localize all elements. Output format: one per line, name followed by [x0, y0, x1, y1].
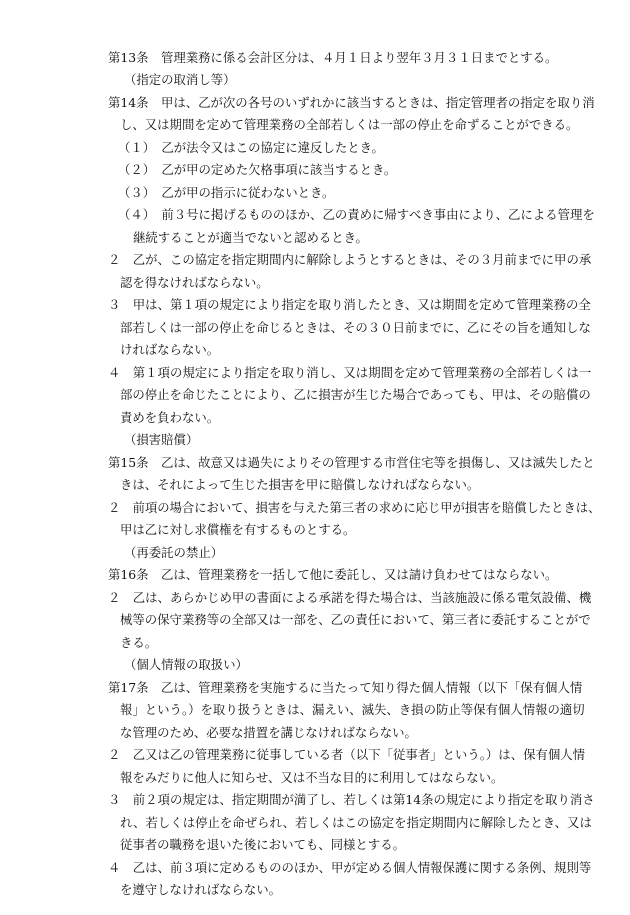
article-17-line-2: 報」という。）を取り扱うときは、漏えい、滅失、き損の防止等保有個人情報の適切 [120, 702, 585, 717]
article-15-line-1: 第15条 乙は、故意又は過失によりその管理する市営住宅等を損傷し、又は滅失したと [108, 455, 595, 470]
article-16-para-2-line-2: 械等の保守業務等の全部又は一部を、乙の責任において、第三者に委託することがで [120, 612, 591, 627]
article-17-para-3-line-2: れ、若しくは停止を命ぜられ、若しくはこの協定を指定期間内に解除したとき、又は [120, 815, 592, 830]
article-14-line-1: 第14条 甲は、乙が次の各号のいずれかに該当するときは、指定管理者の指定を取り消 [108, 95, 595, 110]
article-17-para-4-line-2: を遵守しなければならない。 [120, 882, 282, 897]
article-17-para-3-line-1: ３ 前２項の規定は、指定期間が満了し、若しくは第14条の規定により指定を取り消さ [108, 792, 595, 807]
article-15-para-2-line-2: 甲は乙に対し求償権を有するものとする。 [120, 522, 356, 537]
article-17-line-3: な管理のため、必要な措置を講じなければならない。 [120, 725, 417, 740]
article-14-item-2: （２） 乙が甲の定めた欠格事項に該当するとき。 [118, 162, 397, 177]
article-14-item-4-line-2: 継続することが適当でないと認めるとき。 [133, 230, 368, 245]
article-14-para-3-line-1: ３ 甲は、第１項の規定により指定を取り消したとき、又は期間を定めて管理業務の全 [108, 297, 591, 312]
article-17-para-3-line-3: 従事者の職務を退いた後においても、同様とする。 [120, 837, 405, 852]
article-17-para-4-line-1: ４ 乙は、前３項に定めるもののほか、甲が定める個人情報保護に関する条例、規則等 [108, 860, 592, 875]
article-16-para-2-line-3: きる。 [120, 635, 158, 650]
heading-damages: （損害賠償） [124, 432, 199, 447]
article-17-para-2-line-2: 報をみだりに他人に知らせ、又は不当な目的に利用してはならない。 [120, 770, 504, 785]
article-14-para-2-line-1: ２ 乙が、この協定を指定期間内に解除しようとするときは、その３月前までに甲の承 [108, 252, 592, 267]
article-14-para-4-line-1: ４ 第１項の規定により指定を取り消し、又は期間を定めて管理業務の全部若しくは一 [108, 365, 592, 380]
article-14-para-4-line-3: 責めを負わない。 [120, 410, 220, 425]
article-15-line-2: きは、それによって生じた損害を甲に賠償しなければならない。 [120, 477, 480, 492]
article-14-para-3-line-2: 部若しくは一部の停止を命じるときは、その３０日前までに、乙にその旨を通知しな [120, 320, 591, 335]
article-14-item-1: （１） 乙が法令又はこの協定に違反したとき。 [118, 140, 384, 155]
article-15-para-2-line-1: ２ 前項の場合において、損害を与えた第三者の求めに応じ甲が損害を賠償したときは、 [108, 500, 601, 515]
article-14-item-4-line-1: （４） 前３号に掲げるもののほか、乙の責めに帰すべき事由により、乙による管理を [118, 207, 595, 222]
article-14-para-2-line-2: 認を得なければならない。 [120, 275, 269, 290]
article-14-para-3-line-3: ければならない。 [120, 342, 220, 357]
article-17-para-2-line-1: ２ 乙又は乙の管理業務に従事している者（以下「従事者」という。）は、保有個人情 [108, 747, 586, 762]
article-16-para-2-line-1: ２ 乙は、あらかじめ甲の書面による承諾を得た場合は、当該施設に係る電気設備、機 [108, 590, 592, 605]
article-14-item-3: （３） 乙が甲の指示に従わないとき。 [118, 185, 335, 200]
heading-revocation: （指定の取消し等） [124, 72, 236, 87]
heading-subcontracting: （再委託の禁止） [124, 545, 224, 560]
article-14-para-4-line-2: 部の停止を命じたことにより、乙に損害が生じた場合であっても、甲は、その賠償の [120, 387, 591, 402]
article-17-line-1: 第17条 乙は、管理業務を実施するに当たって知り得た個人情報（以下「保有個人情 [108, 680, 583, 695]
article-13-line-1: 第13条 管理業務に係る会計区分は、４月１日より翌年３月３１日までとする。 [108, 50, 558, 65]
article-16-line-1: 第16条 乙は、管理業務を一括して他に委託し、又は請け負わせてはならない。 [108, 567, 558, 582]
heading-personal-info: （個人情報の取扱い） [124, 657, 248, 672]
article-14-line-2: し、又は期間を定めて管理業務の全部若しくは一部の停止を命ずることができる。 [120, 117, 579, 132]
